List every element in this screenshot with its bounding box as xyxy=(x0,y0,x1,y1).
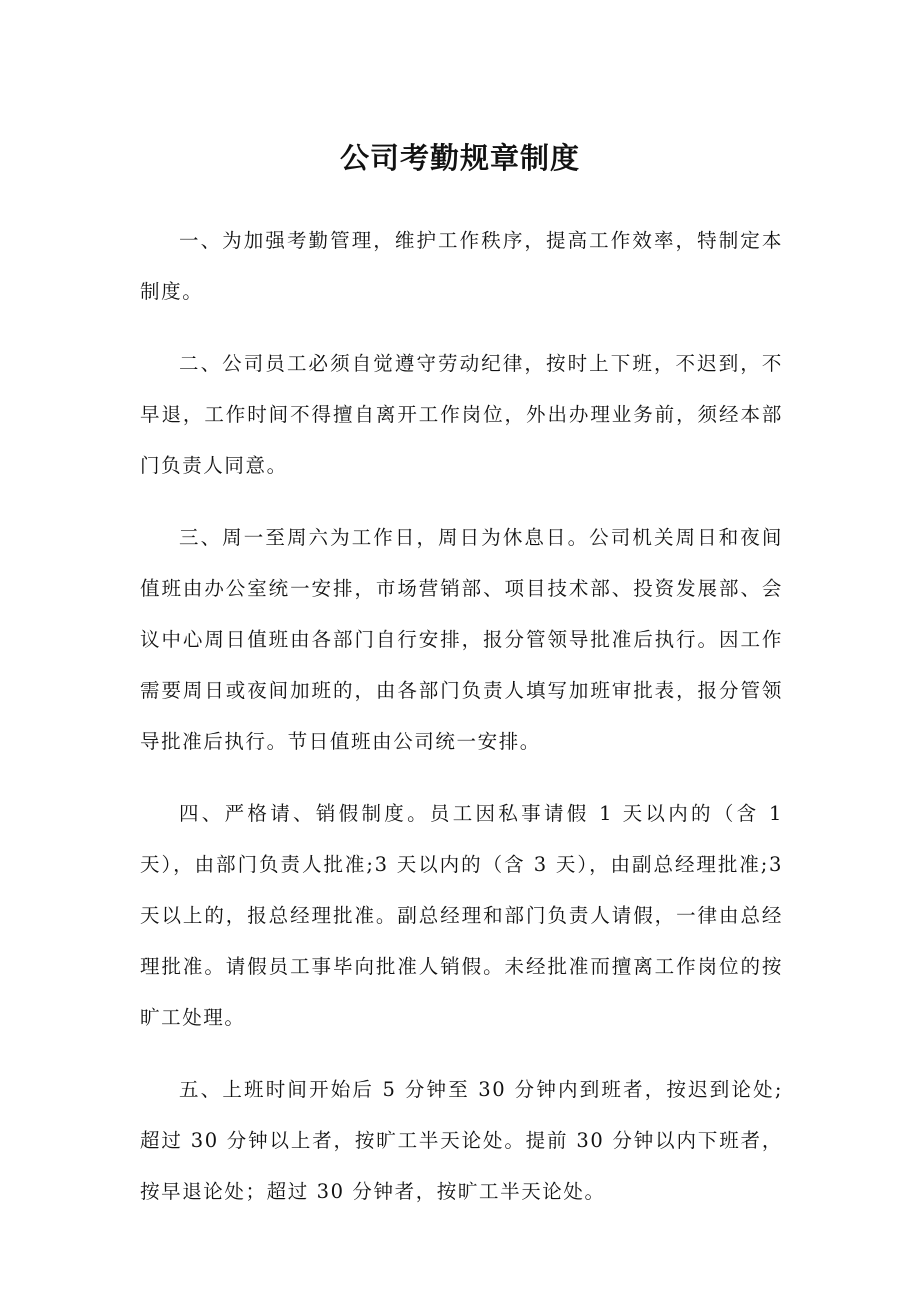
paragraph-1: 一、为加强考勤管理，维护工作秩序，提高工作效率，特制定本制度。 xyxy=(140,229,783,303)
paragraph-5: 五、上班时间开始后 5 分钟至 30 分钟内到班者，按迟到论处;超过 30 分钟以上者，按旷工半天论处。提前 30 分钟以内下班者，按早退论处；超过 30 分钟者，按旷工半天论处。 xyxy=(140,1078,783,1203)
document-title: 公司考勤规章制度 xyxy=(339,141,580,175)
document-body xyxy=(140,215,783,1238)
paragraph-3: 三、周一至周六为工作日，周日为休息日。公司机关周日和夜间值班由办公室统一安排，市场营销部、项目技术部、投资发展部、会议中心周日值班由各部门自行安排，报分管领导批准后执行。因工作需要周日或夜间加班的，由各部门负责人填写加班审批表，报分管领导批准后执行。节日值班由公司统一安排。 xyxy=(140,526,783,753)
paragraph-2: 二、公司员工必须自觉遵守劳动纪律，按时上下班，不迟到，不早退，工作时间不得擅自离开工作岗位，外出办理业务前，须经本部门负责人同意。 xyxy=(140,352,783,477)
paragraph-4: 四、严格请、销假制度。员工因私事请假 1 天以内的（含 1 天），由部门负责人批准;3 天以内的（含 3 天），由副总经理批准;3 天以上的，报总经理批准。副总经理和部门负责人请假，一律由总经理批准。请假员工事毕向批准人销假。未经批准而擅离工作岗位的按旷工处理。 xyxy=(140,802,783,1029)
